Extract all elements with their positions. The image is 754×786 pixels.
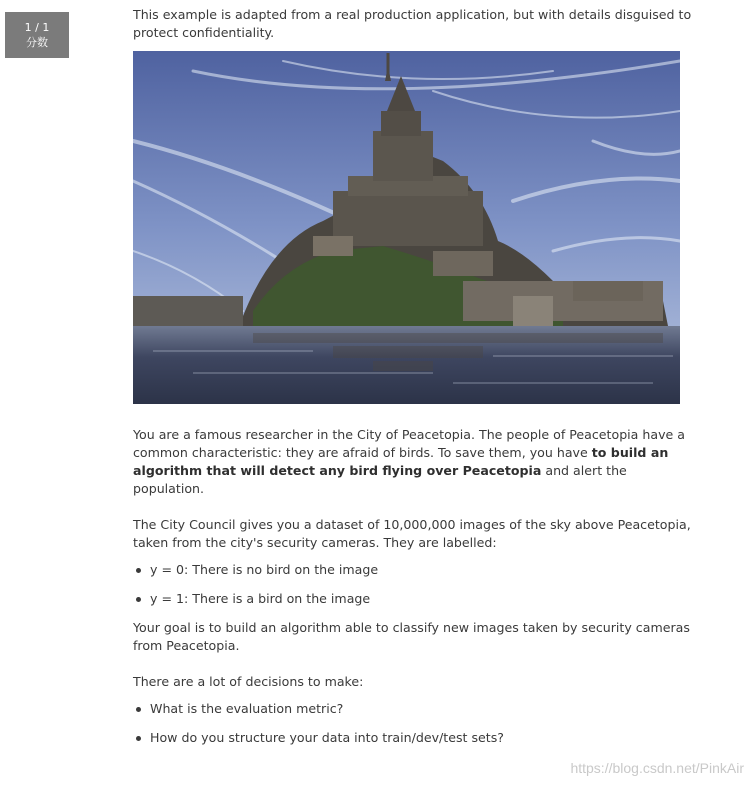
- goal-paragraph: Your goal is to build an algorithm able to classify new images taken by security cameras from Peacetopia.: [133, 620, 690, 653]
- scenario-paragraph: You are a famous researcher in the City of Peacetopia. The people of Peacetopia have a common characteristic: they are afraid of birds. To save them, you have to build an algorithm that will detect any bird flying over Peacetopia and alert the population.: [133, 427, 686, 496]
- score-badge: [5, 12, 69, 58]
- question-content: [133, 6, 693, 758]
- intro-text: This example is adapted from a real production application, but with details disguised to protect confidentiality.: [133, 7, 692, 40]
- list-item: y = 1: There is a bird on the image: [133, 590, 693, 608]
- score-label: 分数: [26, 36, 48, 49]
- dataset-paragraph: The City Council gives you a dataset of 10,000,000 images of the sky above Peacetopia, taken from the city's security cameras. They are labelled:: [133, 517, 691, 550]
- decisions-paragraph: There are a lot of decisions to make:: [133, 674, 364, 689]
- list-item: What is the evaluation metric?: [133, 700, 693, 718]
- watermark: https://blog.csdn.net/PinkAir: [570, 760, 744, 776]
- list-item: y = 0: There is no bird on the image: [133, 561, 693, 579]
- goal-emphasis: to build an algorithm that will detect any bird flying over Peacetopia: [133, 445, 669, 478]
- label-list: [133, 561, 693, 608]
- list-item: How do you structure your data into train/dev/test sets?: [133, 729, 693, 747]
- decision-list: [133, 700, 693, 747]
- score-fraction: 1 / 1: [24, 21, 50, 34]
- island-castle-image: [133, 51, 680, 404]
